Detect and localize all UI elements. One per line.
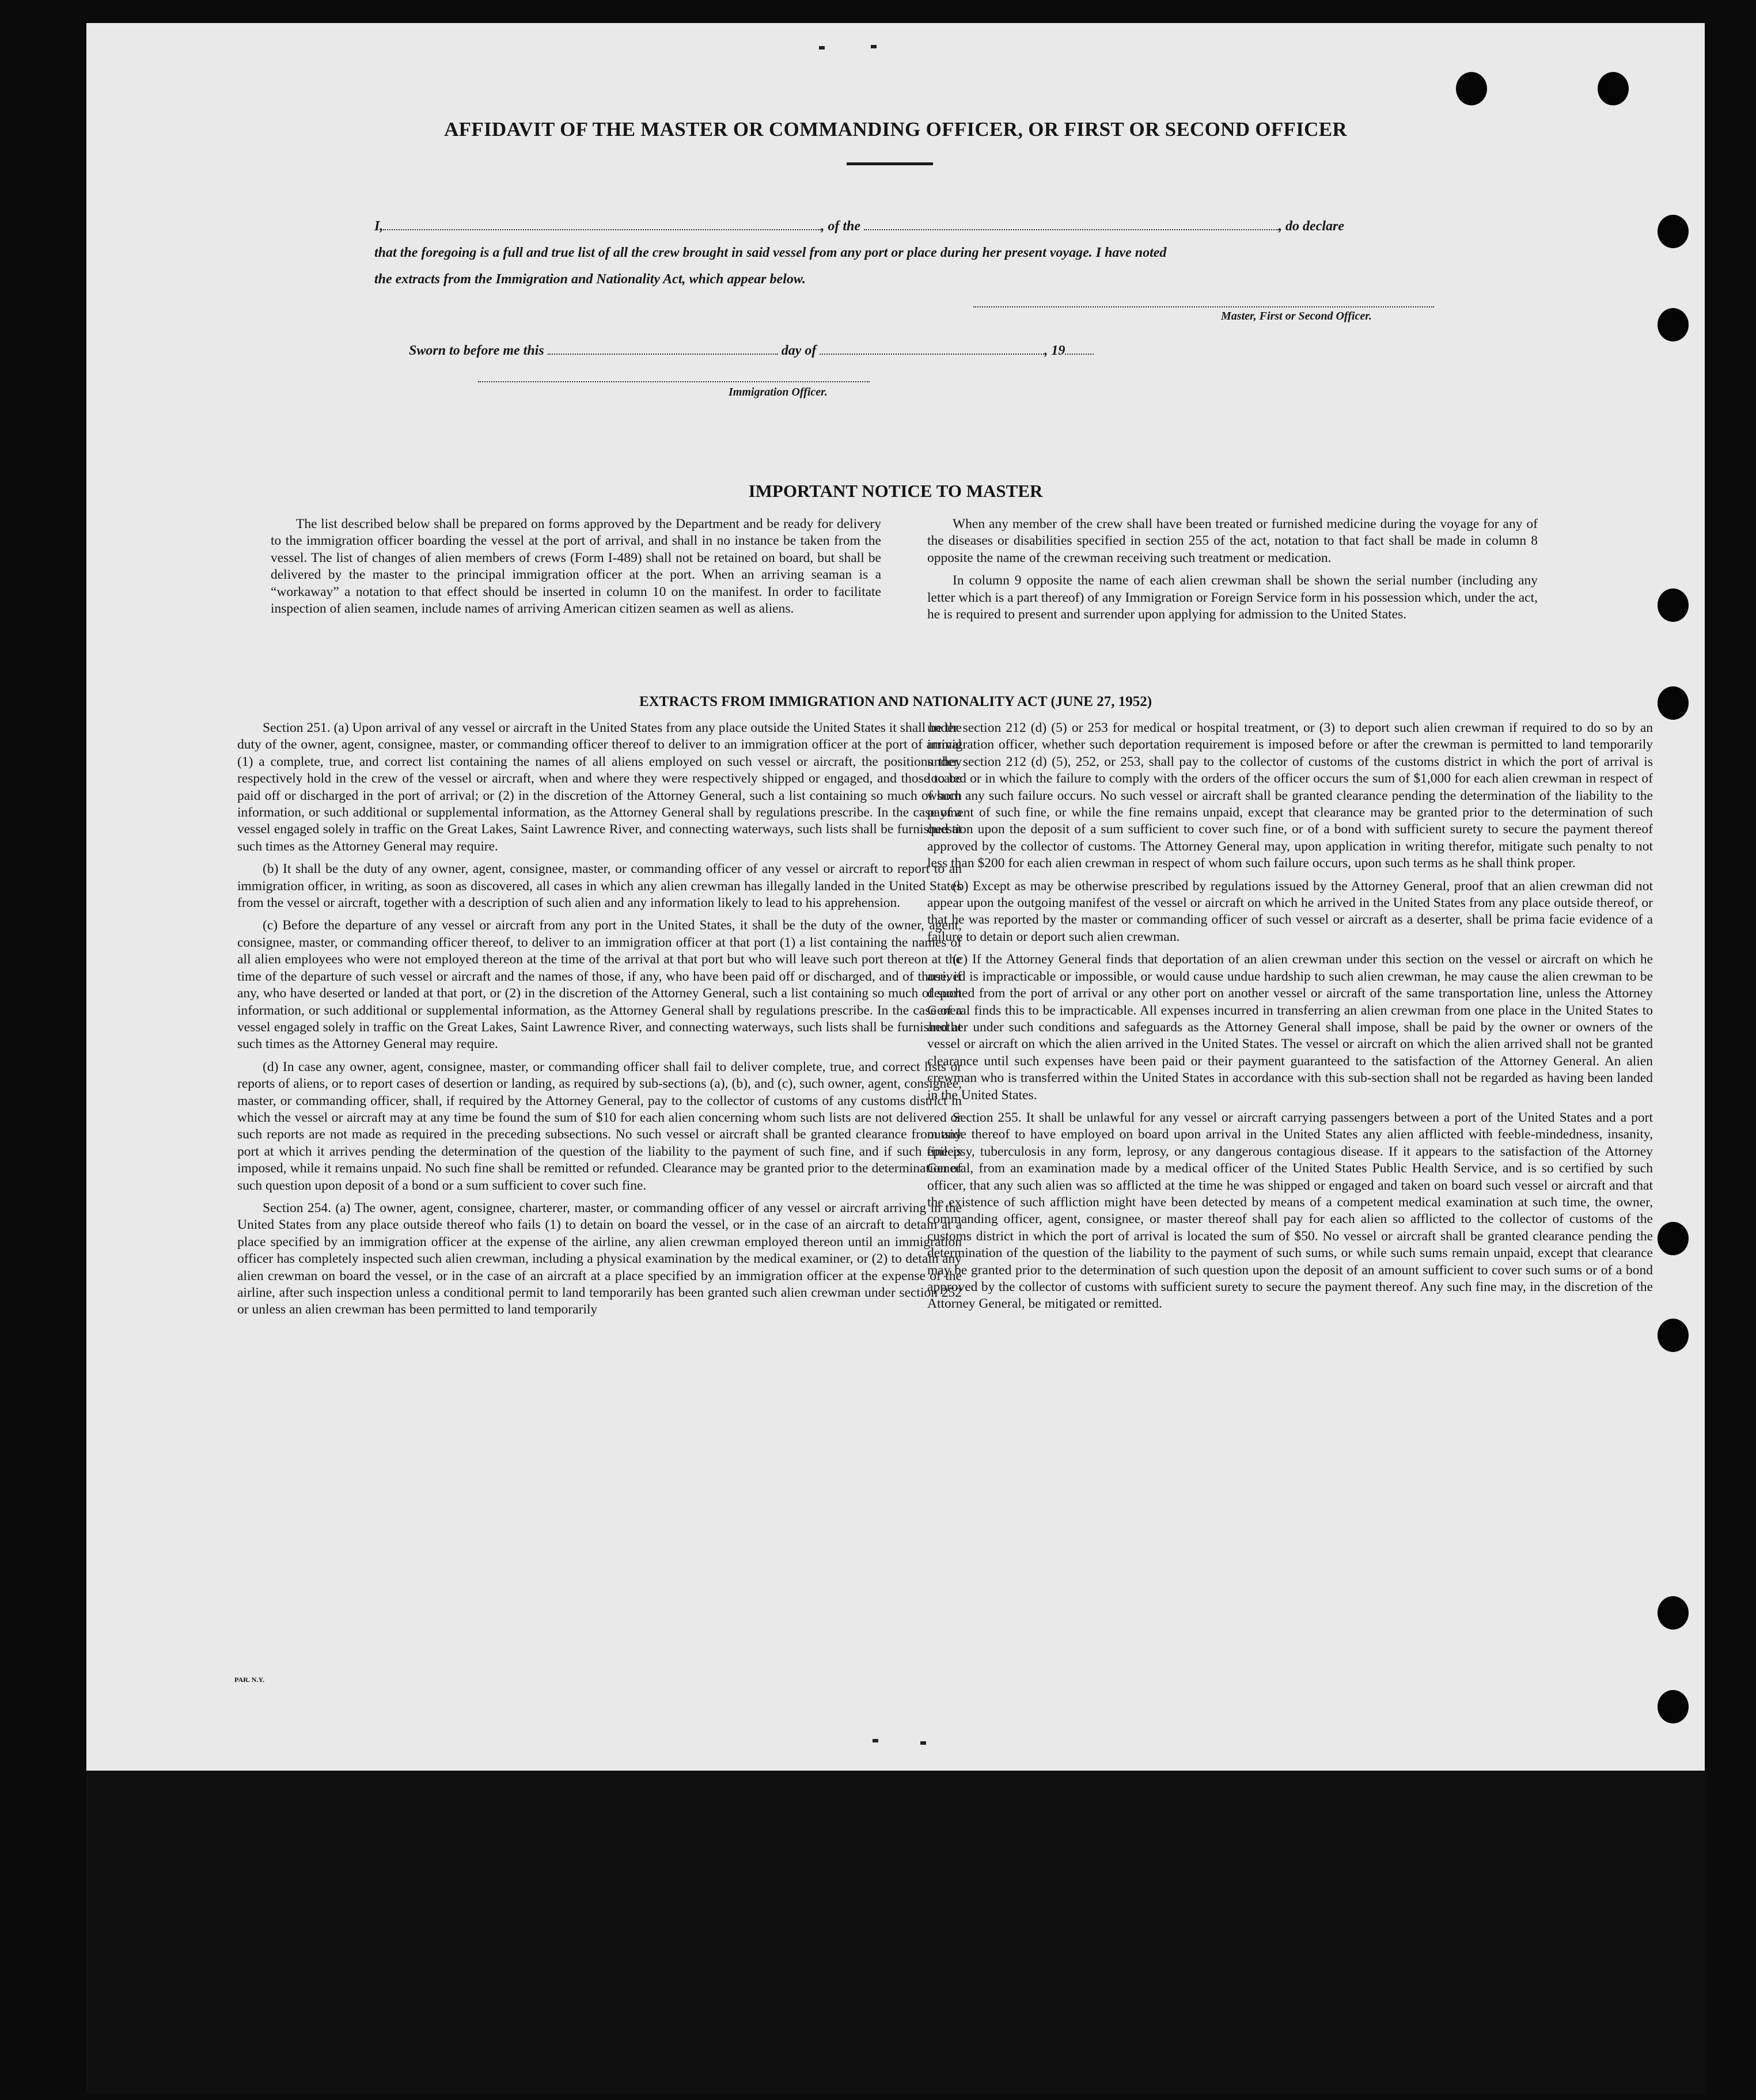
day-of-label: day of <box>781 343 817 358</box>
year-blank <box>1065 341 1094 355</box>
year-label: , 19 <box>1044 343 1065 358</box>
declaration-do-declare: , do declare <box>1279 219 1344 234</box>
scan-speck <box>819 46 825 50</box>
notice-right-column <box>927 516 1538 629</box>
scan-speck <box>873 1739 878 1742</box>
punch-hole <box>1598 72 1629 105</box>
section-254b: (b) Except as may be otherwise prescribed by regulations issued by the Attorney General, proof that an alien crewman did not appear upon the outgoing manifest of the vessel or aircraft on which he arrived in the United States from any place outside thereof, or that he was reported by the master or commanding officer of such vessel or aircraft as a deserter, shall be prima facie evidence of a failure to detain or deport such alien crewman. <box>927 878 1653 944</box>
section-251b: (b) It shall be the duty of any owner, agent, consignee, master, or commanding officer of any vessel or aircraft to report to an immigration officer, in writing, as soon as discovered, all cases in which any alien crewman has illegally landed in the United States from the vessel or aircraft, together with a description of such alien and any information likely to lead to his apprehension. <box>237 861 962 911</box>
master-caption: Master, First or Second Officer. <box>1221 310 1372 322</box>
declaration-statement-1: that the foregoing is a full and true list of all the crew brought in said vessel from any port or place during her present voyage. I have noted <box>374 245 1167 260</box>
name-blank <box>383 217 821 230</box>
section-254a: Section 254. (a) The owner, agent, consignee, charterer, master, or commanding officer of any vessel or aircraft arriving in the United States from any place outside thereof who fails (1) to detain on board the vessel, or in the case of an aircraft to detain at a place specified by an immigration officer at the expense of the airline, any alien crewman employed thereon until an immigration officer has completely inspected such alien crewman, including a physical examination by the medical examiner, or (2) to detain any alien crewman on board the vessel, or in the case of an aircraft at a place specified by an immigration officer at the expense of the airline, after such inspection unless a conditional permit to land temporarily has been granted such alien crewman under section 252 or unless an alien crewman has been permitted to land temporarily <box>237 1200 962 1317</box>
punch-hole <box>1658 1222 1689 1255</box>
sworn-day-blank <box>548 341 778 355</box>
notice-title: IMPORTANT NOTICE TO MASTER <box>748 481 1043 501</box>
declaration-line <box>374 214 1515 238</box>
punch-hole <box>1658 1690 1689 1723</box>
officer-caption: Immigration Officer. <box>729 386 828 398</box>
vessel-blank <box>864 217 1279 230</box>
section-254a-continued: under section 212 (d) (5) or 253 for medical or hospital treatment, or (3) to deport such alien crewman if required to do so by an immigration officer, whether such deportation requirement is imposed before or after the crewman is permitted to land temporarily under section 212 (d) (5), 252, or 253, shall pay to the collector of customs of the customs district in which the port of arrival is located or in which the failure to comply with the orders of the officer occurs the sum of $1,000 for each alien crewman in respect of whom any such failure occurs. No such vessel or aircraft shall be granted clearance pending the determination of the liability to the payment of such fine, or while the fine remains unpaid, except that clearance may be granted prior to the determination of such question upon the deposit of a sum sufficient to cover such fine, or of a bond with sufficient surety to secure the payment thereof approved by the collector of customs. The Attorney General may, upon application in writing therefor, mitigate such penalty to not less than $200 for each alien crewman in respect of whom such failure occurs, upon such terms as he shall think proper. <box>927 720 1653 871</box>
declaration-statement-2: the extracts from the Immigration and Nationality Act, which appear below. <box>374 272 806 287</box>
document-page <box>86 23 1705 1771</box>
section-254c: (c) If the Attorney General finds that deportation of an alien crewman under this section on the vessel or aircraft on which he arrived is impracticable or impossible, or would cause undue hardship to such alien crewman, he may cause the alien crewman to be deported from the port of arrival or any other port on another vessel or aircraft of the same transportation line, unless the Attorney General finds this to be impracticable. All expenses incurred in transferring an alien crewman from one place in the United States to another under such conditions and safeguards as the Attorney General shall impose, shall be paid by the owner or owners of the vessel or aircraft on which the alien arrived in the United States. The vessel or aircraft on which the alien arrived shall not be granted clearance until such expenses have been paid or their payment guaranteed to the satisfaction of the Attorney General. An alien crewman who is transferred within the United States in accordance with this sub-section shall not be regarded as having been landed in the United States. <box>927 952 1653 1103</box>
dark-scan-background <box>86 1771 1705 2093</box>
section-251c: (c) Before the departure of any vessel or aircraft from any port in the United States, it shall be the duty of the owner, agent, consignee, master, or commanding officer thereof, to deliver to an immigration officer at that port (1) a list containing the names of all alien employees who were not employed thereon at the time of the arrival at that port but who will leave such port thereon at the time of the departure of such vessel or aircraft and the names of those, if any, who have been paid off or discharged, and of those, if any, who have deserted or landed at that port, or (2) in the discretion of the Attorney General, such a list containing so much of such information, or such additional or supplemental information, as the Attorney General shall by regulations prescribe. In the case of a vessel engaged solely in traffic on the Great Lakes, Saint Lawrence River, and connecting waterways, such lists shall be furnished at such times as the Attorney General may require. <box>237 918 962 1052</box>
section-255: Section 255. It shall be unlawful for any vessel or aircraft carrying passengers between a port of the United States and a port outside thereof to have employed on board upon arrival in the United States any alien afflicted with feeble-mindedness, insanity, epilepsy, tuberculosis in any form, leprosy, or any dangerous contagious disease. If it appears to the satisfaction of the Attorney General, from an examination made by a medical officer of the United States Public Health Service, and is so certified by such officer, that any such alien was so afflicted at the time he was shipped or engaged and taken on board such vessel or aircraft and that the existence of such affliction might have been detected by means of a competent medical examination at such time, the owner, commanding officer, agent, consignee, or master thereof shall pay for each alien so afflicted to the collector of customs of the customs district in which the port of arrival is located the sum of $50. No vessel or aircraft shall be granted clearance pending the determination of the question of the liability to the payment of such sums, or while such sums remain unpaid, except that clearance may be granted prior to the determination of such question upon the deposit of an amount sufficient to cover such sums or of a bond approved by the collector of customs with sufficient surety to secure the payment thereof. Any such fine may, in the discretion of the Attorney General, be mitigated or remitted. <box>927 1110 1653 1312</box>
extracts-title: EXTRACTS FROM IMMIGRATION AND NATIONALITY ACT (JUNE 27, 1952) <box>639 694 1152 709</box>
extracts-right-column <box>927 720 1653 1319</box>
notice-left-paragraph: The list described below shall be prepared on forms approved by the Department and be ready for delivery to the immigration officer boarding the vessel at the port of arrival, and shall in no instance be taken from the vessel. The list of changes of alien members of crews (Form I-489) shall not be retained on board, but shall be delivered by the master to the principal immigration officer at the port. When an arriving seaman is a “workaway” a notation to that effect should be inserted in column 10 on the manifest. In order to facilitate inspection of alien seamen, include names of arriving American citizen seamen as well as aliens. <box>271 517 881 617</box>
declaration-i: I, <box>374 219 384 234</box>
officer-signature-line <box>478 381 870 382</box>
declaration-of-the: , of the <box>821 219 861 234</box>
scan-speck <box>871 45 877 48</box>
punch-hole <box>1658 215 1689 248</box>
master-signature-line <box>973 306 1434 307</box>
sworn-line <box>409 339 1330 363</box>
punch-hole <box>1658 308 1689 341</box>
notice-right-paragraph-2: In column 9 opposite the name of each alien crewman shall be shown the serial number (including any letter which is a part thereof) of any Immigration or Foreign Service form in his possession which, under the act, he is required to present and surrender upon applying for admission to the United States. <box>927 573 1538 622</box>
sworn-month-blank <box>820 341 1044 355</box>
section-251d: (d) In case any owner, agent, consignee, master, or commanding officer shall fail to deliver complete, true, and correct lists or reports of aliens, or to report cases of desertion or landing, as required by sub-sections (a), (b), and (c), such owner, agent, consignee, master, or commanding officer, shall, if required by the Attorney General, pay to the collector of customs of any customs district in which the vessel or aircraft may at any time be found the sum of $10 for each alien concerning whom such lists are not delivered or such reports are not made as required in the preceding subsections. No such vessel or aircraft shall be granted clearance from any port at which it arrives pending the determination of the question of the liability to the payment of such fine, and if such fine is imposed, while it remains unpaid. No such fine shall be remitted or refunded. Clearance may be granted prior to the determination of such question upon deposit of a bond or a sum sufficient to cover such fine. <box>237 1059 962 1193</box>
punch-hole <box>1658 686 1689 720</box>
sworn-label: Sworn to before me this <box>409 343 544 358</box>
punch-hole <box>1658 1319 1689 1352</box>
extracts-left-column <box>237 720 962 1324</box>
notice-right-paragraph-1: When any member of the crew shall have been treated or furnished medicine during the voyage for any of the diseases or disabilities specified in section 255 of the act, notation to that fact shall be made in column 8 opposite the name of the crewman receiving such treatment or medication. <box>927 517 1538 565</box>
notice-left-column <box>271 516 881 623</box>
punch-hole <box>1456 72 1487 105</box>
scan-speck <box>920 1741 926 1745</box>
punch-hole <box>1658 588 1689 622</box>
printer-mark: PAR. N.Y. <box>234 1676 265 1684</box>
title-underline <box>847 162 933 165</box>
punch-hole <box>1658 1596 1689 1630</box>
section-251a: Section 251. (a) Upon arrival of any vessel or aircraft in the United States from any place outside the United States it shall be the duty of the owner, agent, consignee, master, or commanding officer thereof to deliver to an immigration officer at the port of arrival (1) a complete, true, and correct list containing the names of all aliens employed on such vessel or aircraft, the positions they respectively hold in the crew of the vessel or aircraft, when and where they were respectively shipped or engaged, and those to be paid off or discharged in the port of arrival; or (2) in the discretion of the Attorney General, such a list containing so much of such information, or such additional or supplemental information, as the Attorney General shall by regulations prescribe. In the case of a vessel engaged solely in traffic on the Great Lakes, Saint Lawrence River, and connecting waterways, such lists shall be furnished at such times as the Attorney General may require. <box>237 720 962 854</box>
affidavit-title: AFFIDAVIT OF THE MASTER OR COMMANDING OFFICER, OR FIRST OR SECOND OFFICER <box>444 118 1347 140</box>
